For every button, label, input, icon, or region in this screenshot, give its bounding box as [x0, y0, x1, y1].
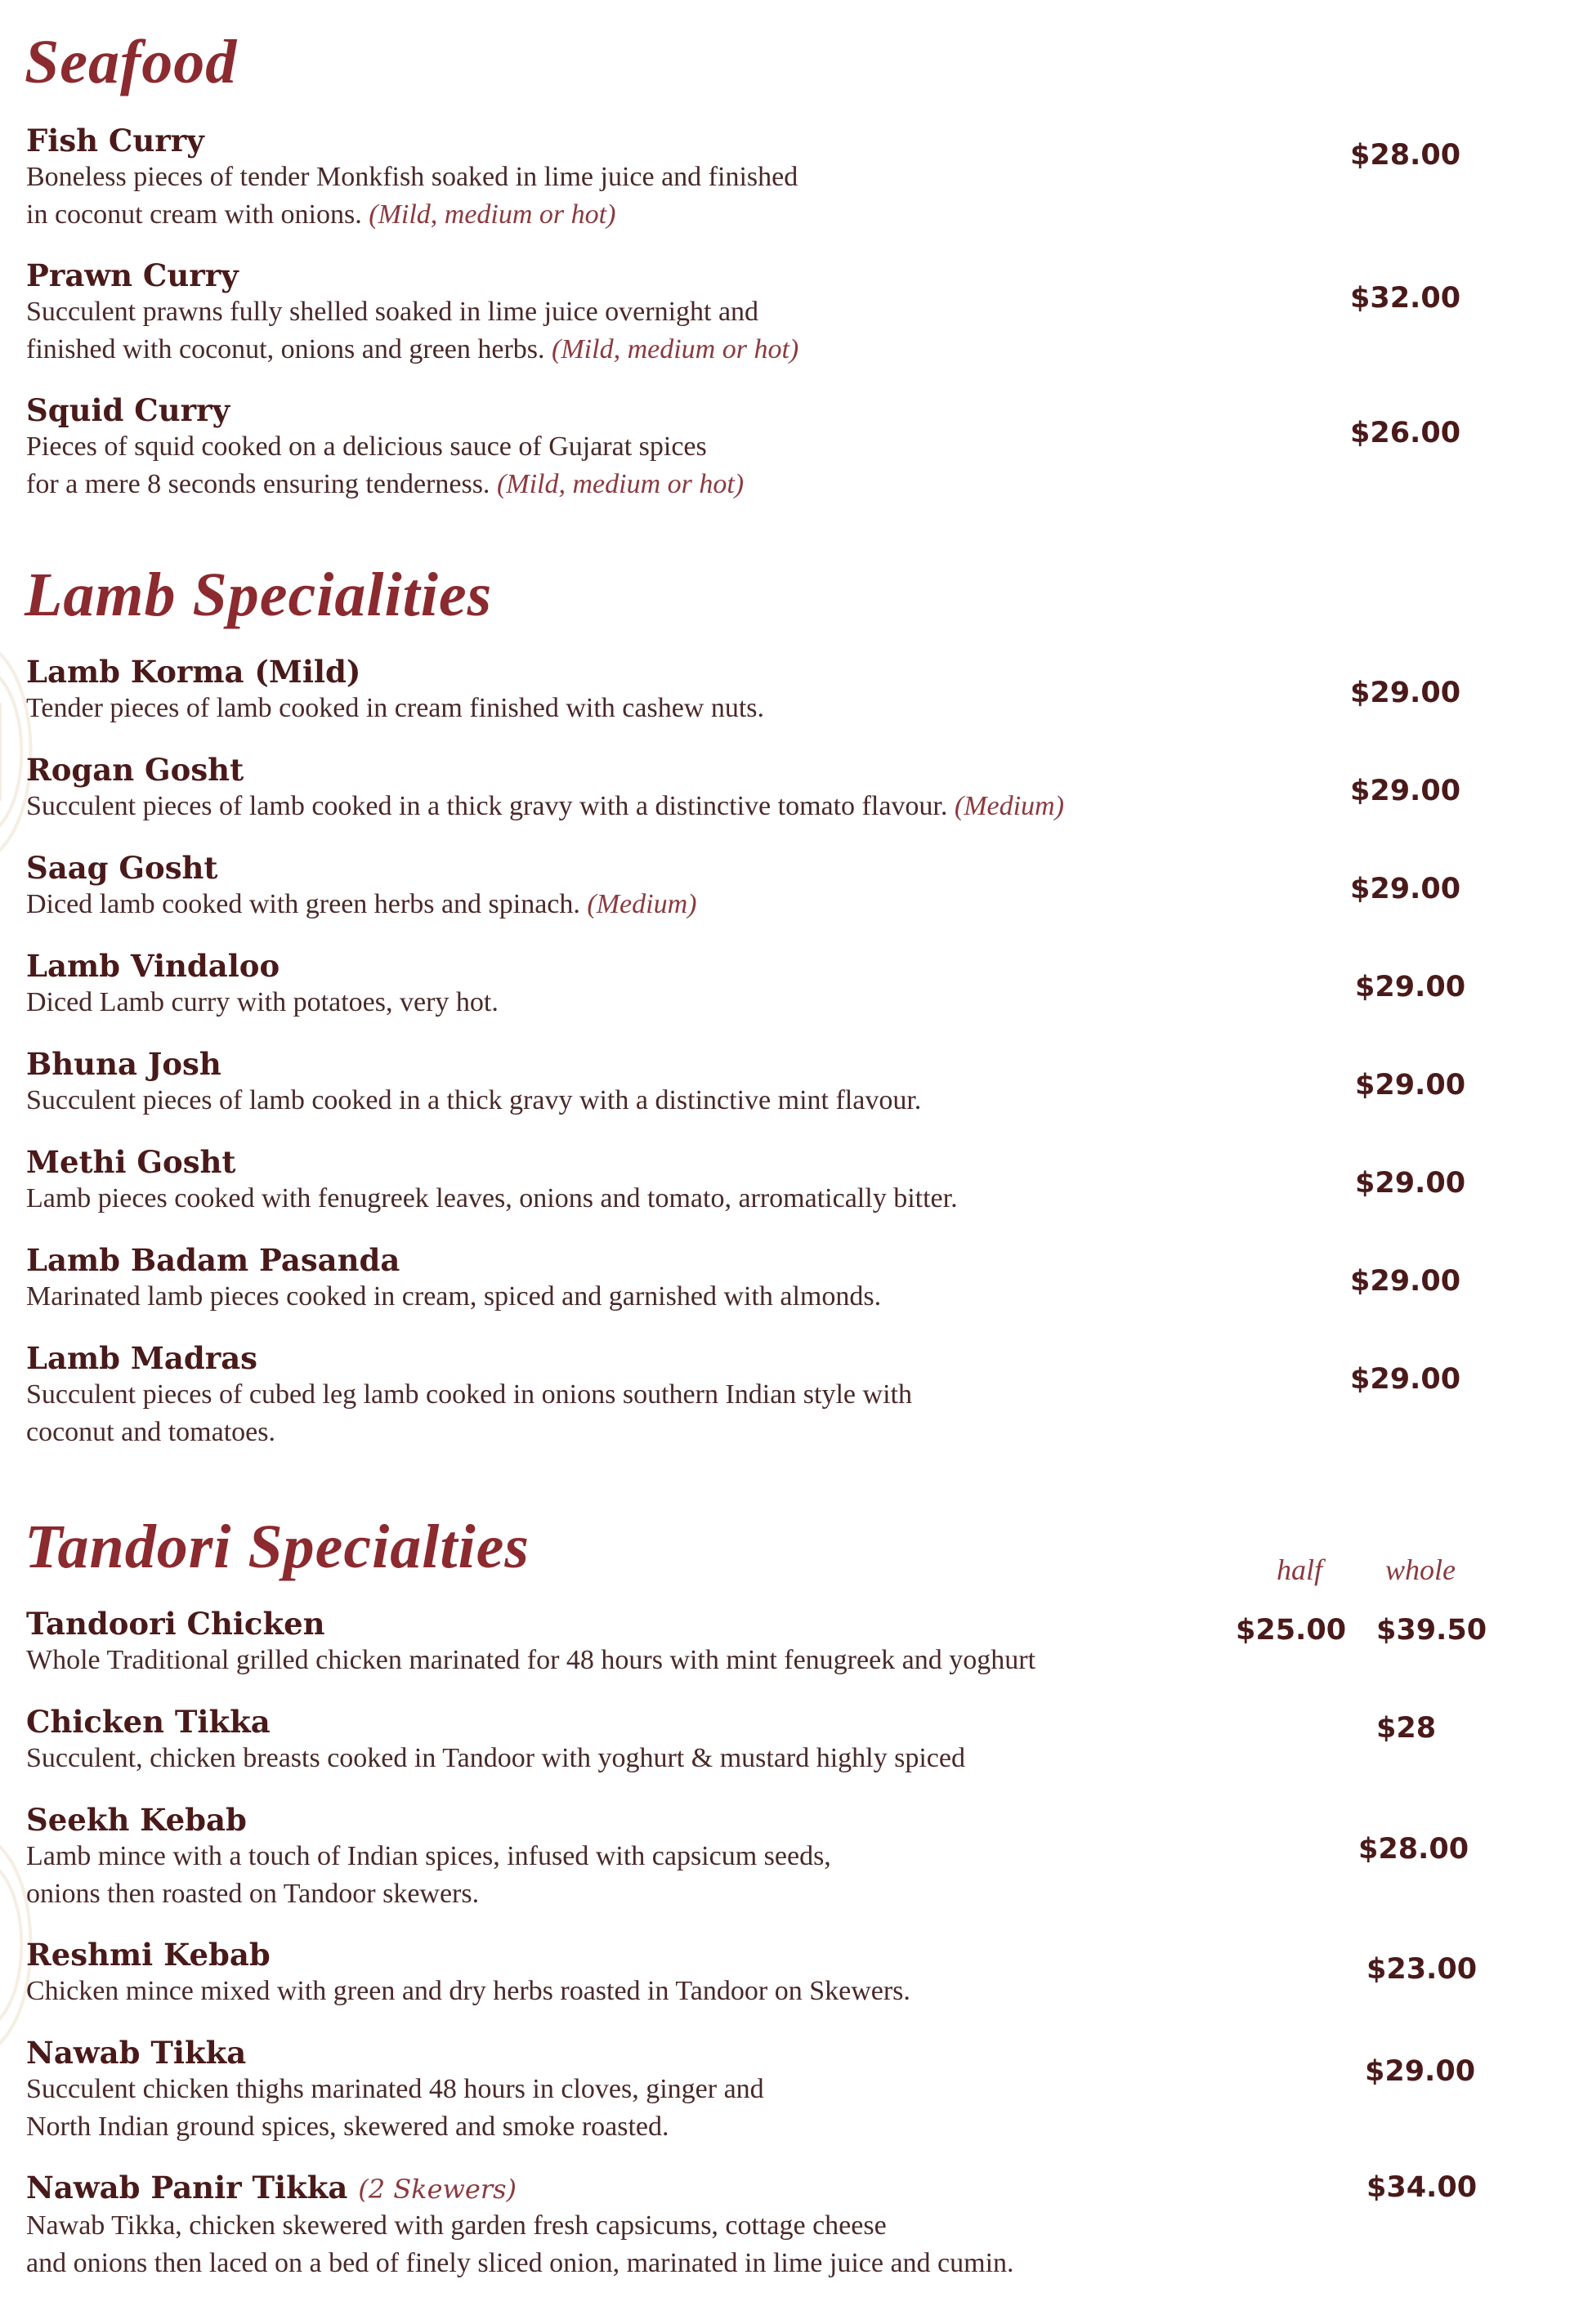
menu-item [26, 2170, 1252, 2282]
item-name: Methi Gosht [26, 1144, 236, 1180]
item-name: Saag Gosht [26, 850, 218, 886]
item-name: Fish Curry [26, 123, 204, 159]
item-description: Tender pieces of lamb cooked in cream finished with cashew nuts. [26, 693, 765, 723]
item-price: $28.00 [1350, 139, 1461, 172]
item-description: in coconut cream with onions. (Mild, medium or hot) [26, 199, 616, 230]
item-name: Prawn Curry [26, 257, 239, 293]
item-description: Diced lamb cooked with green herbs and spinach. (Medium) [26, 889, 697, 919]
item-name: Squid Curry [26, 392, 230, 428]
spice-note: (Medium) [587, 889, 697, 919]
menu-item [26, 1144, 1252, 1218]
item-description: Succulent pieces of cubed leg lamb cooked in onions southern Indian style with [26, 1379, 912, 1410]
menu-item [26, 948, 1252, 1021]
item-name: Lamb Korma (Mild) [26, 654, 361, 690]
item-description: Succulent chicken thighs marinated 48 hours in cloves, ginger and [26, 2074, 764, 2104]
item-price: $28.00 [1358, 1833, 1469, 1866]
item-description: Diced Lamb curry with potatoes, very hot. [26, 987, 499, 1017]
item-name: Reshmi Kebab [26, 1937, 271, 1973]
item-description: Nawab Tikka, chicken skewered with garden fresh capsicums, cottage cheese [26, 2210, 887, 2241]
item-name: Rogan Gosht [26, 752, 244, 788]
menu-item [26, 1704, 1252, 1777]
item-description: Pieces of squid cooked on a delicious sauce of Gujarat spices [26, 431, 707, 462]
item-description: Succulent pieces of lamb cooked in a thick gravy with a distinctive mint flavour. [26, 1085, 922, 1115]
item-price: $29.00 [1355, 1069, 1466, 1102]
menu-item [26, 2035, 1252, 2146]
section-title-tandori: Tandori Specialties [25, 1513, 530, 1581]
menu-item [26, 257, 1252, 369]
item-description: and onions then laced on a bed of finely sliced onion, marinated in lime juice and cumin. [26, 2248, 1014, 2278]
item-price: $23.00 [1366, 1953, 1478, 1986]
menu-item [26, 752, 1252, 825]
item-price: $29.00 [1350, 677, 1461, 709]
menu-item [26, 654, 1252, 727]
item-price: $28 [1376, 1712, 1437, 1745]
spice-note: (Mild, medium or hot) [552, 334, 799, 364]
item-description: coconut and tomatoes. [26, 1417, 275, 1447]
item-description: Lamb mince with a touch of Indian spices, infused with capsicum seeds, [26, 1841, 831, 1871]
item-description: Succulent prawns fully shelled soaked in lime juice overnight and [26, 297, 759, 327]
item-price: $39.50 [1376, 1614, 1487, 1647]
spice-note: (Mild, medium or hot) [496, 469, 745, 499]
column-header-half: half [1277, 1553, 1323, 1586]
item-name: Seekh Kebab [26, 1802, 247, 1838]
item-price-half: $25.00 [1236, 1614, 1347, 1647]
spice-note: (Mild, medium or hot) [369, 199, 616, 230]
item-price: $29.00 [1355, 971, 1466, 1003]
item-name: Chicken Tikka [26, 1704, 271, 1740]
item-description: Chicken mince mixed with green and dry herbs roasted in Tandoor on Skewers. [26, 1976, 910, 2006]
item-description: Succulent, chicken breasts cooked in Tandoor with yoghurt & mustard highly spiced [26, 1743, 965, 1773]
item-name: Lamb Badam Pasanda [26, 1242, 400, 1278]
item-description: Marinated lamb pieces cooked in cream, spiced and garnished with almonds. [26, 1281, 882, 1312]
item-price: $34.00 [1366, 2171, 1478, 2204]
item-price: $29.00 [1355, 1167, 1466, 1200]
item-name: Lamb Madras [26, 1340, 257, 1376]
menu-item [26, 1242, 1252, 1316]
item-price: $29.00 [1350, 873, 1461, 905]
item-description: finished with coconut, onions and green herbs. (Mild, medium or hot) [26, 334, 799, 364]
item-name: Lamb Vindaloo [26, 948, 280, 984]
portion-note: (2 Skewers) [358, 2174, 517, 2205]
section-title-seafood: Seafood [25, 28, 238, 96]
item-name: Nawab Panir Tikka (2 Skewers) [26, 2170, 517, 2206]
menu-item [26, 850, 1252, 923]
item-price: $29.00 [1350, 775, 1461, 807]
item-name: Nawab Tikka [26, 2035, 247, 2071]
item-description: Lamb pieces cooked with fenugreek leaves, onions and tomato, arromatically bitter. [26, 1183, 958, 1213]
column-header-whole: whole [1385, 1553, 1456, 1586]
menu-item [26, 392, 1252, 503]
item-price: $26.00 [1350, 417, 1461, 449]
item-price: $29.00 [1365, 2055, 1476, 2088]
spice-note: (Medium) [954, 791, 1064, 821]
menu-item [26, 1802, 1252, 1913]
menu-item [26, 1046, 1252, 1120]
item-price: $29.00 [1350, 1363, 1461, 1396]
item-name: Bhuna Josh [26, 1046, 221, 1082]
item-description: for a mere 8 seconds ensuring tenderness. (Mild, medium or hot) [26, 469, 745, 499]
menu-item [26, 1606, 1252, 1679]
menu-item [26, 1340, 1252, 1451]
item-price: $32.00 [1350, 282, 1461, 315]
item-description: onions then roasted on Tandoor skewers. [26, 1879, 480, 1909]
item-description: Succulent pieces of lamb cooked in a thick gravy with a distinctive tomato flavour. (Medium) [26, 791, 1064, 821]
item-description: Whole Traditional grilled chicken marinated for 48 hours with mint fenugreek and yoghurt [26, 1645, 1036, 1675]
item-price: $29.00 [1350, 1265, 1461, 1298]
item-description: Boneless pieces of tender Monkfish soaked in lime juice and finished [26, 162, 798, 192]
section-title-lamb: Lamb Specialities [25, 561, 493, 629]
menu-item [26, 1937, 1252, 2010]
menu-item [26, 123, 1252, 234]
item-description: North Indian ground spices, skewered and smoke roasted. [26, 2112, 669, 2142]
item-name: Tandoori Chicken [26, 1606, 325, 1642]
